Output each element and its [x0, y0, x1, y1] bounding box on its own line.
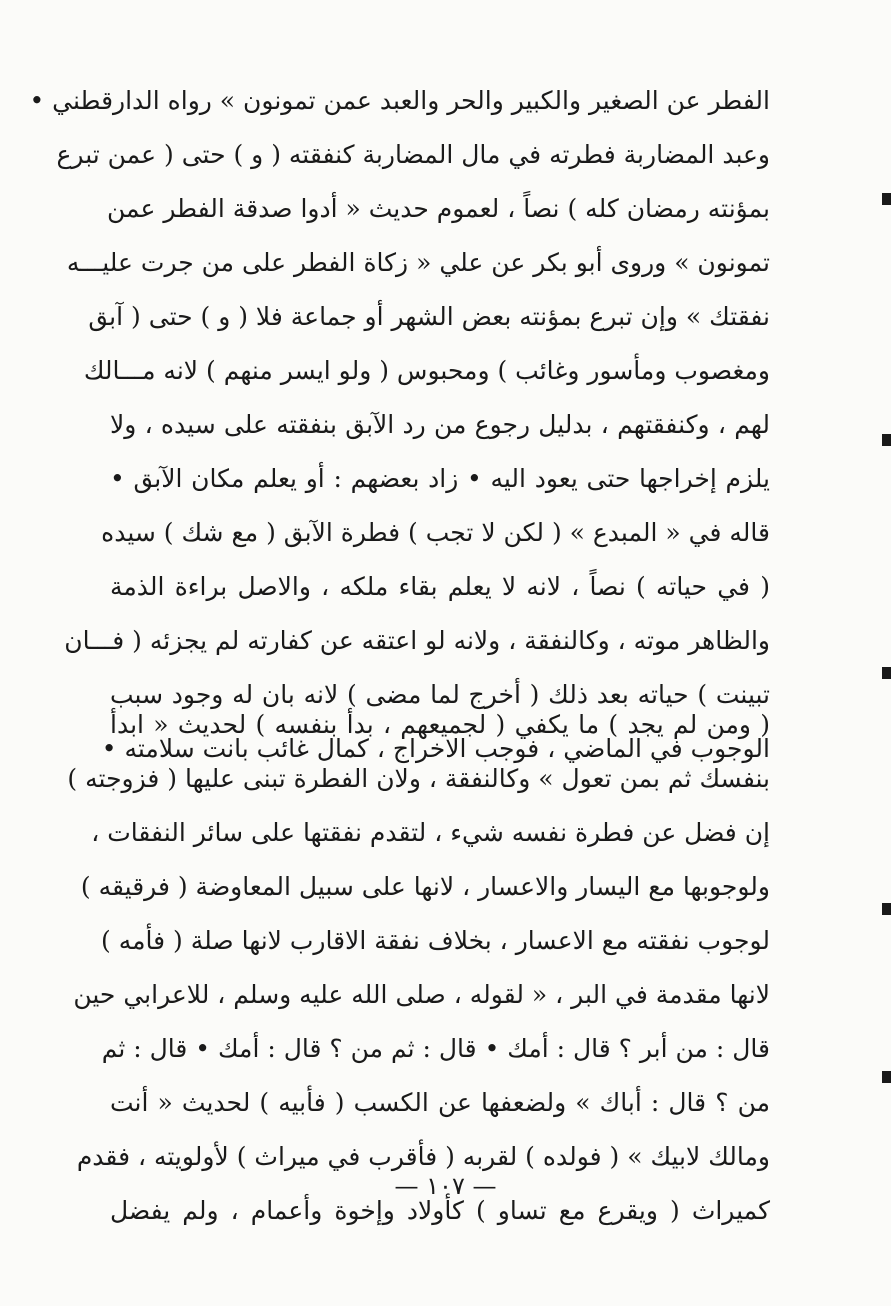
- text-line: ولوجوبها مع اليسار والاعسار ، لانها على سبيل المعاوضة ( فرقيقه ): [80, 872, 770, 901]
- text-line: وعبد المضاربة فطرته في مال المضاربة كنفقته ( و ) حتى ( عمن تبرع: [56, 140, 770, 169]
- page-number: — ١٠٧ —: [394, 1172, 497, 1200]
- margin-mark: [882, 903, 891, 915]
- text-line: بمؤنته رمضان كله ) نصاً ، لعموم حديث « أدوا صدقة الفطر عمن: [107, 194, 770, 223]
- margin-mark: [882, 434, 891, 446]
- text-line: لهم ، وكنفقتهم ، بدليل رجوع من رد الآبق بنفقته على سيده ، ولا: [110, 410, 770, 439]
- text-line: لانها مقدمة في البر ، « لقوله ، صلى الله عليه وسلم ، للاعرابي حين: [73, 980, 770, 1009]
- text-line: الوجوب في الماضي ، فوجب الاخراج ، كمال غائب بانت سلامته •: [101, 734, 770, 763]
- text-line: نفقتك » وإن تبرع بمؤنته بعض الشهر أو جماعة فلا ( و ) حتى ( آبق: [88, 302, 770, 331]
- text-line: ومالك لابيك » ( فولده ) لقربه ( فأقرب في ميراث ) لأولويته ، فقدم: [76, 1142, 770, 1171]
- margin-mark: [882, 667, 891, 679]
- text-line: ومغصوب ومأسور وغائب ) ومحبوس ( ولو ايسر منهم ) لانه مـــالك: [83, 356, 770, 385]
- text-line: الفطر عن الصغير والكبير والحر والعبد عمن تمونون » رواه الدارقطني •: [29, 86, 770, 115]
- text-line: قاله في « المبدع » ( لكن لا تجب ) فطرة الآبق ( مع شك ) سيده: [101, 518, 770, 547]
- text-line: بنفسك ثم بمن تعول » وكالنفقة ، ولان الفطرة تبنى عليها ( فزوجته ): [67, 764, 770, 793]
- text-line: تبينت ) حياته بعد ذلك ( أخرج لما مضى ) لانه بان له وجود سبب: [110, 680, 770, 709]
- text-line: من ؟ قال : أباك » ولضعفها عن الكسب ( فأبيه ) لحديث « أنت: [110, 1088, 770, 1117]
- text-line: والظاهر موته ، وكالنفقة ، ولانه لو اعتقه عن كفارته لم يجزئه ( فـــان: [64, 626, 770, 655]
- text-line: كميراث ( ويقرع مع تساو ) كأولاد وإخوة وأعمام ، ولم يفضل: [110, 1196, 770, 1225]
- margin-mark: [882, 1071, 891, 1083]
- text-line: تمونون » وروى أبو بكر عن علي « زكاة الفطر على من جرت عليـــه: [66, 248, 770, 277]
- margin-mark: [882, 193, 891, 205]
- text-line: ( في حياته ) نصاً ، لانه لا يعلم بقاء ملكه ، والاصل براءة الذمة: [110, 572, 770, 601]
- paragraph-1: [29, 74, 770, 776]
- text-line: ( ومن لم يجد ) ما يكفي ( لجميعهم ، بدأ بنفسه ) لحديث « ابدأ: [110, 710, 770, 739]
- paragraph-2: [67, 698, 770, 1238]
- text-line: يلزم إخراجها حتى يعود اليه • زاد بعضهم : أو يعلم مكان الآبق •: [110, 464, 770, 493]
- text-line: قال : من أبر ؟ قال : أمك • قال : ثم من ؟ قال : أمك • قال : ثم: [101, 1034, 770, 1063]
- text-line: لوجوب نفقته مع الاعسار ، بخلاف نفقة الاقارب لانها صلة ( فأمه ): [101, 926, 770, 955]
- text-line: إن فضل عن فطرة نفسه شيء ، لتقدم نفقتها على سائر النفقات ،: [91, 818, 770, 847]
